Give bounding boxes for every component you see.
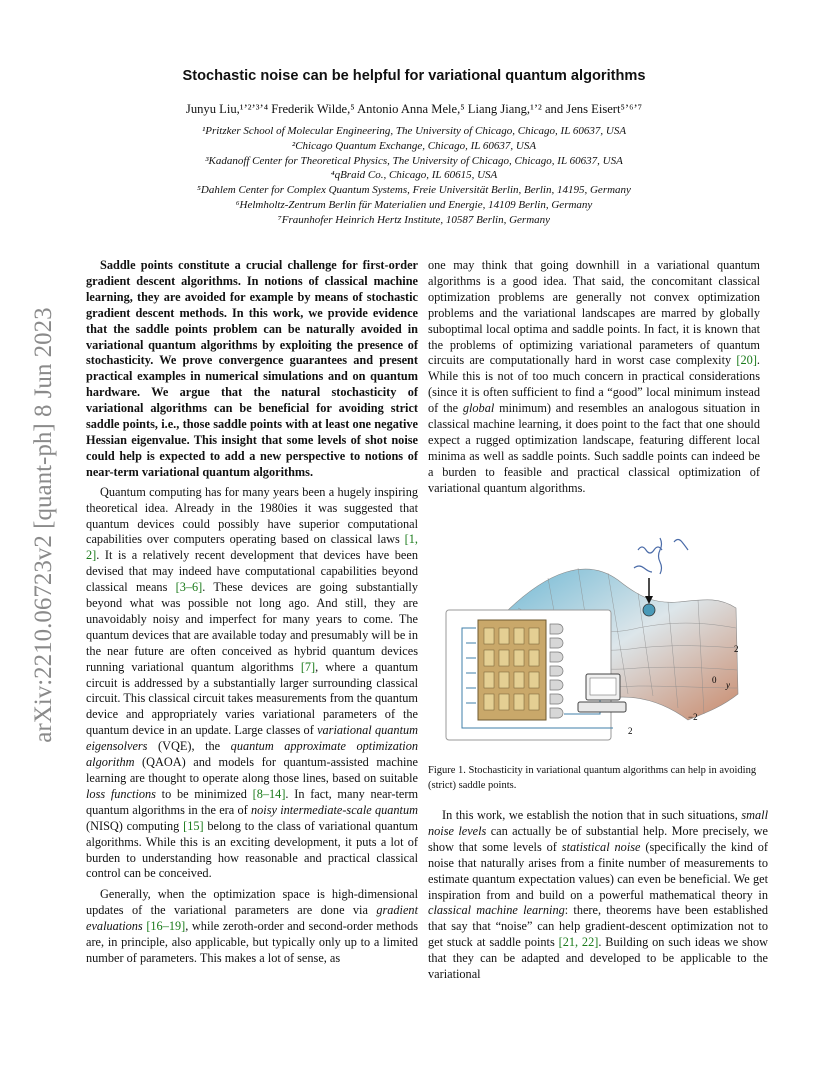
affiliations	[0, 124, 828, 228]
citation-link[interactable]: [21, 22]	[558, 935, 599, 950]
author-list: Junyu Liu,¹ʼ²ʼ³ʼ⁴ Frederik Wilde,⁵ Antonio Anna Mele,⁵ Liang Jiang,¹ʼ² and Jens Eisert⁵ʼ⁶ʼ⁷	[185, 102, 643, 116]
abstract: Saddle points constitute a crucial challenge for first-order gradient descent algorithms. In notions of classical machine learning, they are avoided for example by means of stochastic gradient descent methods. In this work, we provide evidence that the saddle points problem can be naturally avoided in variational quantum algorithms by exploiting the presence of stochasticity. We prove convergence guarantees and present practical examples in numerical simulations and on quantum hardware. We argue that the natural stochasticity of variational algorithms can be beneficial for avoiding strict saddle points, i.e., those saddle points with at least one negative Hessian eigenvalue. This insight that some levels of shot noise could help is expected to add a new perspective to notions of near-term variational quantum algorithms.	[86, 258, 418, 479]
figure-1	[438, 528, 768, 750]
affiliation-7: ⁷Fraunhofer Heinrich Hertz Institute, 10587 Berlin, Germany	[277, 213, 551, 226]
figure-caption: Figure 1. Stochasticity in variational quantum algorithms can help in avoiding (strict) saddle points.	[428, 765, 757, 791]
tick-label: 2	[628, 726, 633, 736]
intro-paragraph-4: In this work, we establish the notion that in such situations, small noise levels can actually be of substantial help. More precisely, we show that some levels of statistical noise (specifically the kind of noise that naturally arises from a finite number of measurements to estimate quantum expectation values) can even be beneficial. We get inspiration from and build on a powerful mathematical theory in classical machine learning: there, theorems have been established that say that “noise” can help gradient-descent optimization not to get stuck at saddle points [21, 22]. Building on such ideas we show that they can be adapted and developed to be applicable to the variational	[428, 808, 769, 982]
citation-link[interactable]: [3–6]	[175, 580, 203, 595]
intro-paragraph-2: Generally, when the optimization space is high-dimensional updates of the variational parameters are done via gradient evaluations [16–19], while zeroth-order and second-order methods are, in principle, also applicable, but typically only up to a limited number of parameters. This makes a lot of sense, as	[86, 887, 419, 965]
affiliation-6: ⁶Helmholtz-Zentrum Berlin für Materialien und Energie, 14109 Berlin, Germany	[235, 198, 593, 211]
citation-link[interactable]: [16–19]	[146, 919, 186, 934]
right-column	[428, 258, 760, 497]
tick-label: 2	[734, 644, 739, 654]
noise-squiggle-icon	[634, 538, 688, 574]
tick-label: 0	[712, 675, 717, 685]
affiliation-5: ⁵Dahlem Center for Complex Quantum Systems, Freie Universität Berlin, Berlin, 14195, Germany	[197, 184, 631, 197]
right-column-lower	[428, 808, 768, 983]
intro-paragraph-1: Quantum computing has for many years been a hugely inspiring theoretical idea. Already in the 1980ies it was suggested that quantum devices could possibly have superior computational capabilities over computers operating based on classical laws [1, 2]. It is a relatively recent development that devices have been devised that may indeed have computational capabilities beyond classical means [3–6]. These devices are going substantially beyond what was possible not long ago. And still, they are unavoidably noisy and imperfect for many years to come. The quantum devices that are available today and presumably will be in the near future are often conceived as hybrid quantum devices running variational quantum algorithms [7], where a quantum circuit is addressed by a substantially larger surrounding classical circuit. This classical circuit takes measurements from the quantum device and appropriately varies variational parameters of the quantum device in an update. Large classes of variational quantum eigensolvers (VQE), the quantum approximate optimization algorithm (QAOA) and models for quantum-assisted machine learning are thought to operate along those lines, based on suitable loss functions to be minimized [8–14]. In fact, many near-term quantum algorithms in the era of noisy intermediate-scale quantum (NISQ) computing [15] belong to the class of variational quantum algorithms. While this is an exciting development, it puts a lot of burden to understanding how reasonable and practical classical control can be conceived.	[86, 484, 419, 881]
left-column	[86, 258, 418, 967]
citation-link[interactable]: [7]	[300, 659, 316, 674]
affiliation-3: ³Kadanoff Center for Theoretical Physics, The University of Chicago, Chicago, IL 60637, USA	[205, 154, 623, 167]
citation-link[interactable]: [1, 2]	[86, 532, 418, 563]
optimizer-ball-icon	[643, 604, 655, 616]
citation-link[interactable]: [20]	[736, 353, 757, 368]
affiliation-4: ⁴qBraid Co., Chicago, IL 60615, USA	[330, 169, 498, 182]
tick-label: −2	[688, 712, 698, 722]
citation-link[interactable]: [15]	[183, 818, 204, 833]
arxiv-stamp: arXiv:2210.06723v2 [quant-ph] 8 Jun 2023	[30, 307, 57, 743]
citation-link[interactable]: [8–14]	[252, 786, 286, 801]
affiliation-1: ¹Pritzker School of Molecular Engineering, The University of Chicago, Chicago, IL 60637, USA	[201, 125, 627, 137]
intro-paragraph-3: one may think that going downhill in a variational quantum algorithms is a good idea. That said, the concomitant classical optimization problems are generally not convex optimization problems and the variational landscapes are marred by globally suboptimal local optima and saddle points. In fact, it is known that the problems of optimizing variational parameters of quantum circuits are computationally hard in worst case complexity [20]. While this is not of too much concern in practical considerations (since it is often sufficient to find a “good” local minimum instead of the global minimum) and resembles an analogous situation in classical machine learning, it does point to the fact that one should expect a rugged optimization landscape, featuring different local minima as well as saddle points. Such saddle points can indeed be a burden to feasible and practical classical optimization of variational quantum algorithms.	[428, 258, 761, 495]
saddle-illustration	[438, 528, 768, 750]
axis-y-label: y	[726, 680, 730, 690]
paper-title: Stochastic noise can be helpful for variational quantum algorithms	[182, 68, 646, 84]
affiliation-2: ²Chicago Quantum Exchange, Chicago, IL 60637, USA	[291, 139, 537, 152]
